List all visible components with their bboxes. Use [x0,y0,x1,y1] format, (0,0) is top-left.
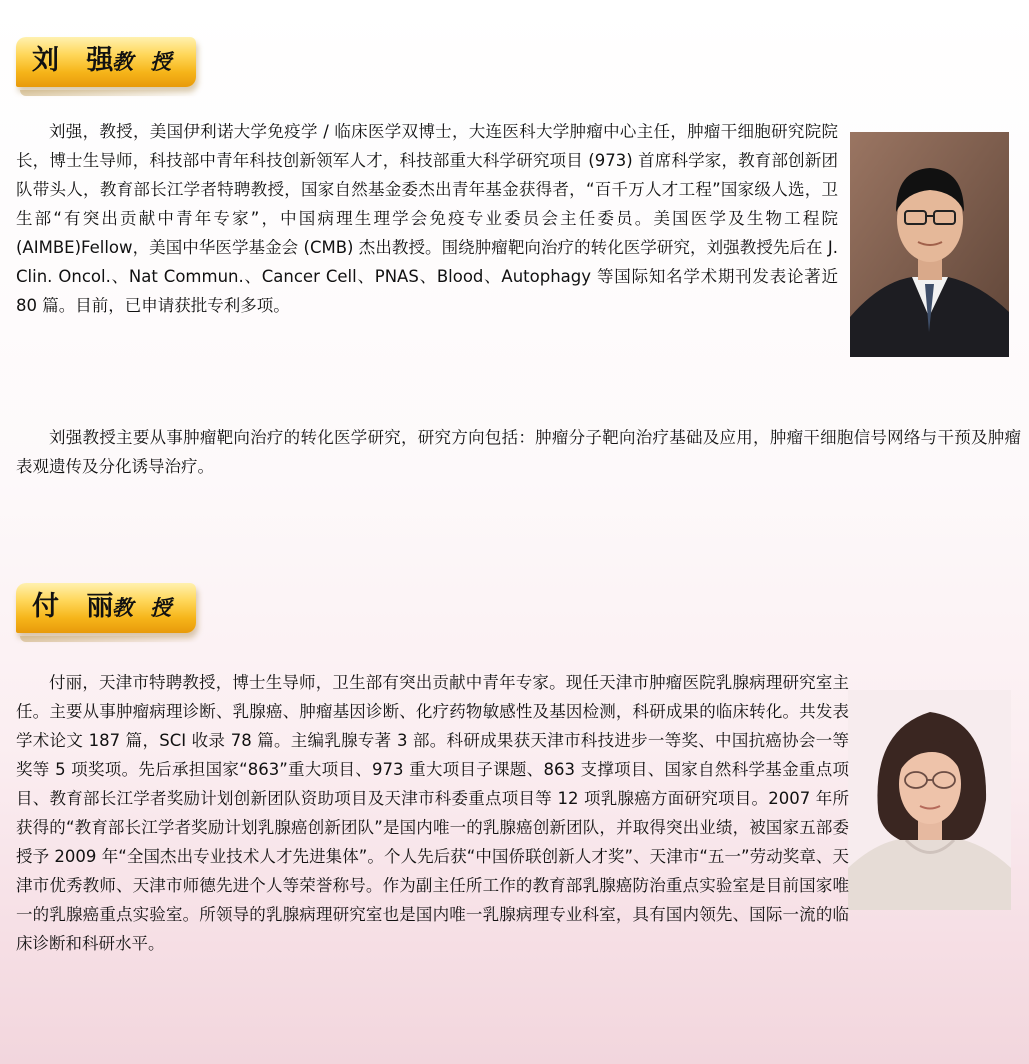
professor-name: 付 丽 [32,591,123,622]
professor-title: 教 授 [112,595,177,620]
professor-title: 教 授 [112,49,177,74]
photo-spacer [849,690,1021,922]
profile-paragraph: 刘强，教授，美国伊利诺大学免疫学 / 临床医学双博士，大连医科大学肿瘤中心主任，肿瘤干细胞研究院院长，博士生导师，科技部中青年科技创新领军人才，科技部重大科学研究项目 (973) 首席科学家，教育部创新团队带头人，教育部长江学者特聘教授，国家自然基金委杰出青年基金获得者，“百千万人才工程”国家级人选，卫生部“有突出贡献中青年专家”，中国病理生理学会免疫专业委员会主任委员。美国医学及生物工程院 (AIMBE)Fellow，美国中华医学基金会 (CMB) 杰出教授。围绕肿瘤靶向治疗的转化医学研究，刘强教授先后在 J. Clin. Oncol.、Nat Commun.、Cancer Cell、PNAS、Blood、Autophagy 等国际知名学术期刊发表论著近 80 篇。目前，已申请获批专利多项。 [16,122,838,315]
profile-paragraph [16,668,1021,958]
name-banner-fu-li [16,583,196,633]
profile-paragraph-text: 付丽，天津市特聘教授，博士生导师，卫生部有突出贡献中青年专家。现任天津市肿瘤医院乳腺病理研究室主任。主要从事肿瘤病理诊断、乳腺癌、肿瘤基因诊断、化疗药物敏感性及基因检测，科研成果的临床转化。共发表学术论文 187 篇，SCI 收录 78 篇。主编乳腺专著 3 部。科研成果获天津市科技进步一等奖、中国抗癌协会一等奖等 5 项奖项。先后承担国家“863”重大项目、973 重大项目子课题、863 支撑项目、国家自然科学基金重点项目、教育部长江学者奖励计划创新团队资助项目及天津市科委重点项目等 12 项乳腺癌方面研究项目。2007 年所获得的“教育部长江学者奖励计划乳腺癌创新团队”是国内唯一的乳腺癌创新团队，并取得突出业绩，被国家五部委授予 2009 年“全国杰出专业技术人才先进集体”。个人先后获“中国侨联创新人才奖”、天津市“五一”劳动奖章、天津市优秀教师、天津市师德先进个人等荣誉称号。作为副主任所工作的教育部乳腺癌防治重点实验室是目前国家唯一的乳腺癌重点实验室。所领导的乳腺病理研究室也是国内唯一乳腺病理专业科室，具有国内领先、国际一流的临床诊断和科研水平。 [16,673,849,953]
profile-paragraph: 刘强教授主要从事肿瘤靶向治疗的转化医学研究，研究方向包括：肿瘤分子靶向治疗基础及应用，肿瘤干细胞信号网络与干预及肿瘤表观遗传及分化诱导治疗。 [16,428,1021,476]
professor-name: 刘 强 [32,45,123,76]
name-banner-liu-qiang [16,37,196,87]
portrait-liu-qiang [850,132,1009,357]
